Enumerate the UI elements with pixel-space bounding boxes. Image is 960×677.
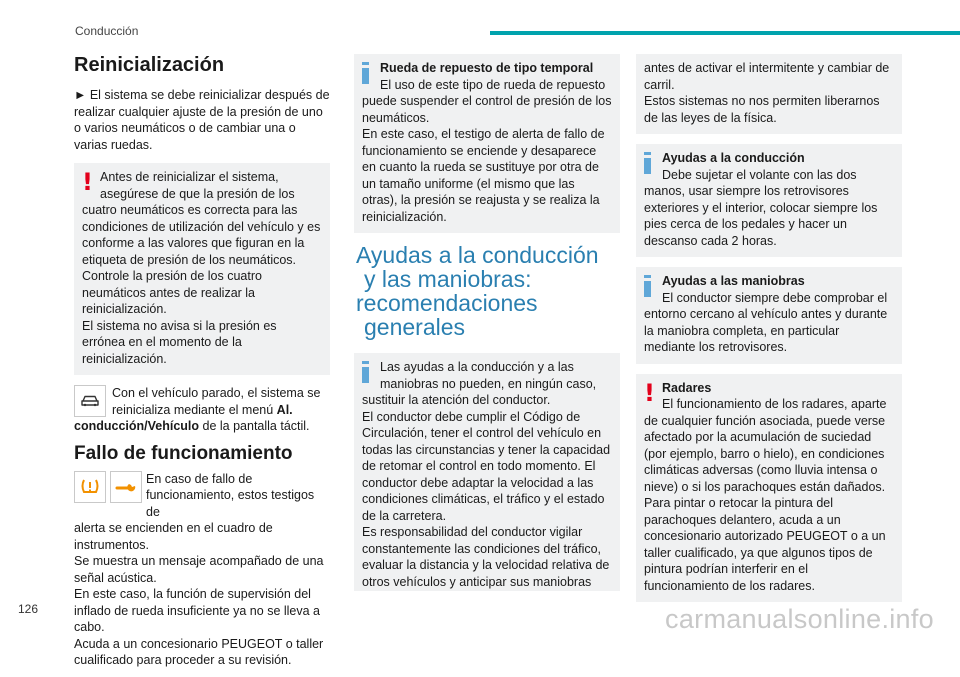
header-section-title: Conducción [75,24,139,38]
warning-rest: asegúrese de que la presión de los cuatro neumáticos es correcta para las condiciones de utilización del vehículo y es conforme a las valores que figuran en la etiqueta de presión de los neumáticos. [82,186,321,267]
spare-p2: En este caso, el testigo de alerta de fallo de funcionamiento se enciende y desaparece en cuanto la rueda se sustituye por otra de un tamaño uniforme (el mismo que las otras), la presión se reajusta y se realiza la reinicialización. [362,127,605,224]
radar-rest: de cualquier función asociada, puede verse afectado por la acumulación de suciedad (por ejemplo, barro o hielo), en condiciones climáticas adversas (como lluvia intensa o nieve) o si los parachoques están dañados. [644,413,886,494]
watermark: carmanualsonline.info [665,604,934,634]
column-right [636,54,902,612]
info-box-general [354,353,620,591]
cont-p1: antes de activar el intermitente y cambiar de carril. [644,61,890,92]
info-box-spare-wheel [354,54,620,233]
general-line1: Las ayudas a la conducción y a las [380,360,574,374]
section-title-reinicializacion: Reinicialización [74,54,225,76]
column-middle [354,54,620,601]
general-line2: maniobras no pueden, en ningún caso, [380,376,597,391]
spare-rest: puede suspender el control de presión de los neumáticos. [362,94,612,125]
section-title-fallo: Fallo de funcionamiento [74,442,293,464]
info-icon [362,361,369,383]
info-box-driving-aids [636,144,902,257]
fault-p2: Se muestra un mensaje acompañado de una señal acústica. [74,554,324,585]
maneuver-rest: entorno cercano al vehículo antes y durante la maniobra completa, en particular mediante los retrovisores. [644,307,888,354]
fault-p3: En este caso, la función de supervisión del inflado de rueda insuficiente ya no se lleva a cabo. [74,587,320,634]
driving-line1: Debe sujetar el volante con las dos [662,167,857,182]
car-note-line1: Con el vehículo parado, el sistema se [112,386,321,400]
car-note-line3: conducción/Vehículo de la pantalla táctil. [74,419,310,433]
info-icon [362,62,369,84]
car-icon [74,385,106,417]
maneuver-title: Ayudas a las maniobras [662,274,805,288]
warning-box-reset [74,163,330,375]
fault-note [74,471,330,669]
warning-p2: Controle la presión de los cuatro neumáticos antes de realizar la reinicialización. [82,269,262,316]
warning-exclamation-icon: ! [82,168,93,196]
wrench-icon [110,471,142,503]
tire-pressure-warning-icon [74,471,106,503]
fault-line1: En caso de fallo de [146,471,253,486]
info-icon [644,275,651,297]
info-box-continued [636,54,902,134]
driving-rest: manos, usar siempre los retrovisores exteriores y el interior, colocar siempre los pies cerca de los pedales y hacer un descanso cada 2 horas. [644,184,878,248]
warning-exclamation-icon: ! [644,378,655,407]
warning-box-radars [636,374,902,603]
reset-instruction: ► El sistema se debe reinicializar después de realizar cualquier ajuste de la presión de uno o varios neumáticos o de cambiar una o varias ruedas. [74,88,330,152]
driving-title: Ayudas a la conducción [662,151,805,165]
general-p3: Es responsabilidad del conductor vigilar constantemente las condiciones del tráfico, evaluar la distancia y la velocidad relativa de otros vehículos y anticipar sus maniobras [362,525,610,589]
fault-rest: alerta se encienden en el cuadro de instrumentos. [74,521,273,552]
warning-p3: El sistema no avisa si la presión es errónea en el momento de la reinicialización. [82,318,277,366]
radar-title: Radares [662,380,712,395]
cont-p2: Estos sistemas no nos permiten liberarnos de las leyes de la física. [644,94,880,125]
fault-p4: Acuda a un concesionario PEUGEOT o taller cualificado para proceder a su revisión. [74,636,324,667]
car-note [74,385,330,435]
page-number: 126 [18,602,39,616]
car-note-line2: reinicializa mediante el menú Al. [112,402,293,417]
general-rest: sustituir la atención del conductor. [362,393,551,407]
spare-line1: El uso de este tipo de rueda de repuesto [380,77,606,92]
radar-p2: Para pintar o retocar la pintura del parachoques delantero, acuda a un concesionario autorizado PEUGEOT o a un taller cualificado, ya que algunos tipos de pintura podrían interferir en el funcionamiento de los radares. [644,496,886,593]
maneuver-line1: El conductor siempre debe comprobar el [662,290,888,305]
section-title-ayudas: Ayudas a la conducción y las maniobras: recomendaciones generales [356,242,599,340]
header-accent-bar [490,31,960,35]
warning-line1: Antes de reinicializar el sistema, [100,170,279,184]
info-box-maneuver-aids [636,267,902,364]
info-icon [644,152,651,174]
general-p2: El conductor debe cumplir el Código de Circulación, tener el control del vehículo en todas las circunstancias y tener la capacidad de retomar el control en todo momento. El conductor debe adaptar la velocidad a las condiciones climáticas, el tráfico y el estado de la carretera. [362,409,611,523]
spare-title: Rueda de repuesto de tipo temporal [380,61,594,75]
radar-line1: El funcionamiento de los radares, aparte [662,397,887,411]
fault-line2: funcionamiento, estos testigos de [146,488,315,519]
column-left [74,54,330,677]
